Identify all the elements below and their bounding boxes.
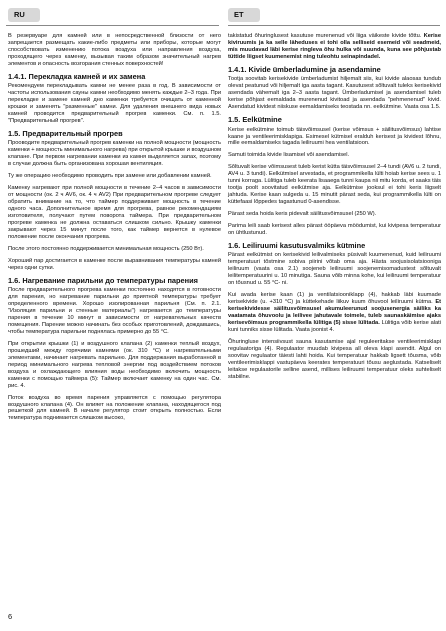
section-heading: 1.4.1. Kivide ümberladumine ja asendamine — [228, 64, 381, 74]
emphasis-text: Et kerisekividesse säilitusvõimsusel akumuleerunud soojusenergia säiliks ka vaatamata õhuvoolu ja leilivee jahutavale toimele, tuleb saunaskäimise ajaks kerisevõimsus programmikella lülitiga (5) sisse lülitada. — [228, 299, 441, 327]
estonian-column — [228, 33, 441, 386]
section-paragraph: Хороший пар достигается в каменке после выравнивания температуры камней через одни сутки. — [8, 257, 221, 271]
intro-paragraph: В резервуаре для камней или в непосредственной близости от него запрещается размещать какие-либо предметы или приборы, которые могут способствовать изменению потока воздуха или направления воздуха, проходящего через каменку, вызывая таким образом значительный нагрев элементов и опасность возгорания стенных поверхностей! — [8, 33, 221, 67]
section-paragraph: Прооводите предварительный прогрев каменки на полной мощности (мощность каменки + мощность минимального нагрева) при открытой крышке и воздушном клапане. При первом нагревании каменки из камня выделяется запах, поэтому в случае должна быть организована хорошая вентиляция. — [8, 140, 221, 168]
warning-text: Kerise kiviruumis ja ka selle läheduses ei tohi olla selliseid esemeid või seadmeid, mis muudavad läbi kerise ringleva õhu hulka või suunda, kuna see põhjustab tüttide liigset kuumenemist ning tuleohtu seinapindadel. — [228, 33, 441, 60]
section-paragraph: Рекомендуем перекладывать камни не менее раза в год. В зависимости от частоты использования сауны камни необходимо менять каждые 2–3 года. При перекладке и замене камней дно каменки требуется очищать от каменной крошки и заменять "разменные" камни. Для удаления внешнего вида новых камней проводится предварительный прогрев каменки. См. п. 1.5. "Предварительный прогрев". — [8, 83, 221, 125]
section-paragraph: Sõltuvalt kerise võimsusest tuleb kerist kütta täisvõimsusel 2–4 tundi (AV6 u. 2 tundi, AV4 u. 3 tundi). Eelkütmisel arvestada, et programmikella lülti hoiab kerise sees u. 1 tunni korraga. Lülitiga tuleb keerata lisaaega tunni kaupa nii mitu korda, et saaks täis tootja poolt soovitatud eelkütmise aja. Eelkütmise jooksul ei tohi keris liigselt jahtuda. Kerise kaan sulgeda u. 15 minutit pärast seda, kui programmikella lülti on küttefaasi lõppedes tagastunud 0-asendisse. — [228, 164, 441, 206]
section-paragraph — [228, 292, 441, 334]
section-paragraph: Samuti toimida kivide lisamisel või asendamisel. — [228, 152, 350, 159]
section-heading: 1.5. Предварительный прогрев — [8, 128, 123, 138]
section-paragraph: Õhuringluse intensiivsust sauna kasutamise ajal reguleeritakse ventileerimisklapi regulaatoriga (4). Regulaator muudab kivipesa all oleva klapi asendit. Algul on soovitav regulaator täiesti lahti hoida. Kui temperatuur hakkab ligsett tõusma, võib ventileerimisklappi vastupäeva keerates temperatuuri tõusu aeglustada. Katseliselt leitakse regulaatorile selline asend, millises leiliruumi temperatuur oleks suhteliselt stabiilne. — [228, 338, 441, 380]
section-heading: 1.5. Eelkütmine — [228, 115, 282, 125]
section-paragraph: При открытии крышки (1) и воздушного клапана (2) каменки теплый воздух, прошедший между горячими камнями (ок. 310 °C) и нагревательными элементами, начинает нагревать парильню. Для поддержания выработанной в период минимального нагрева тепловой энергии под воздействием потоков воздуха и охлаждающего влияния воды необходимо включить мощность каменки с помощью таймера (5): Таймер включает каменку на один час. См. рис. 4. — [8, 340, 221, 389]
language-tab-et: ET — [228, 8, 260, 22]
section-paragraph: Ту же операцию необходимо проводить при замене или добавлении камней. — [8, 173, 212, 180]
intro-text: takistatud õhuringlusest kasutuse murenenud või liiga väikeste kivide tõttu. — [228, 33, 422, 39]
section-heading: 1.6. Leiliruumi kasutusvalmiks kütmine — [228, 240, 366, 250]
section-paragraph: Pärast seda hoida keris pidevalt säilitusvõimsusel (250 W). — [228, 211, 377, 218]
page-number: 6 — [8, 612, 13, 621]
section-paragraph: Каменку нагревают при полной мощности в течение 2–4 часов в зависимости от мощности (ок. 2 ч AV6, ок. 4 ч AV2) При предварительном прогреве следует обратить внимание на то, что таймер поддерживает мощность в течение одного часа. Дополнительное время для прогрева, равное рекомендациям изготовителя, получают путем поворота таймера. При предварительном прогреве каменка не должна оставаться слишком сильно. Крышку каменки закрывают через 15 минут после того, как таймер вернется в нулевое положение после окончания прогрева. — [8, 185, 221, 240]
section-paragraph: Pärast eelkütmist on kerisekivid leilivalmiseks püsivalt kuumenenud, kuid leiliruumi temperatuuri tõstmine sobiva piirini võtab oma aja. Hästa soojusisolatsiooniga leiliruum (vaata osa 2.1) soojeneb leiliruumi soojenemisomadustest sõltuvalt leilitemperatuurini u. 10 minutiga. Sauna võib minna kohe, kui leiliruumi temperatuur on tõusnud u. 55 °C- ni. — [228, 252, 441, 287]
header-rule-right — [228, 25, 440, 26]
intro-paragraph — [228, 33, 441, 61]
section-paragraph: Parima leili saab kerisest alles pärast ööpäeva möödumist, kui kivipesa temperatuur on ühtlustunud. — [228, 223, 441, 237]
section-paragraph: Поток воздуха во время парения управляется с помощью регулятора воздушного клапана (4). Он влияет на положение клапана, находящегося под решеткой для камней. В начале регулятор стоит открыть полностью. Если температура поднимается слишком высоко, — [8, 394, 221, 422]
header-rule-left — [6, 25, 219, 26]
section-heading: 1.4.1. Перекладка камней и их замена — [8, 71, 146, 81]
paragraph-text: Kui avada kerise kaan (1) ja ventilatsiooniklapp (4), hakkab läbi kuumade kerisekivide (u. +310 °C) ja küttekehade liikuv kuum õhuvool leiliruumi kütma. — [228, 292, 441, 306]
section-heading: 1.6. Нагревание парильни до температуры парения — [8, 275, 198, 285]
section-paragraph: Tootja soovitab kerisekivide ümberladumist hiljemalt siis, kui kivide alaosas tundub olevat peatunud või hiljemalt iga aasta tagant. Kasutusest sõltuvalt tuleks kerisekivid asendada vähemalt iga 2–3 aasta tagant. Ümberladumisel ja asendamisel tuleb kerise põhjast eemaldada murenenud kivitoad ja asendada "pehmenenud" kivid. Asendatud kividest niiskuse eemaldamiseks teostada nn. eelkütmine. Vaata osa 1.5. — [228, 76, 441, 111]
russian-column — [8, 33, 221, 427]
section-paragraph: Kerise eelkütmine toimub täisvõimsusel (kerise võimsus + säilitusvõimsus) lahtise kaane ja ventileerimisklapiga. Esimesel kütmisel eralduh kerisest ja kividest lõhnu, mille eemaldamiseks tagada leiliruumi hea ventilatsioon. — [228, 126, 441, 147]
section-paragraph: После этого постоянно поддерживается минимальная мощность (250 Вт). — [8, 245, 204, 252]
paragraph-text: Lülitiga võib kerise alati kuni tunniks sisse lülitada. Vaata joonist 4. — [228, 320, 442, 333]
language-tab-ru: RU — [8, 8, 40, 22]
section-paragraph: После предварительного прогрева каменки постоянно находятся в готовности для парения, но нагревание парильни до приятной температуры требует определенного времени. Хорошо изолированная парильня (См. п. 2.1. "Изоляция парильни и стенные материалы") нагревается до температуры парения в течение 10 минут в зависимости от нагревательных качеств помещения. Парение можно начинать без особых приготовлений, дождавшись, чтобы температура парильни поднялась примерно до 55 °C. — [8, 287, 221, 335]
